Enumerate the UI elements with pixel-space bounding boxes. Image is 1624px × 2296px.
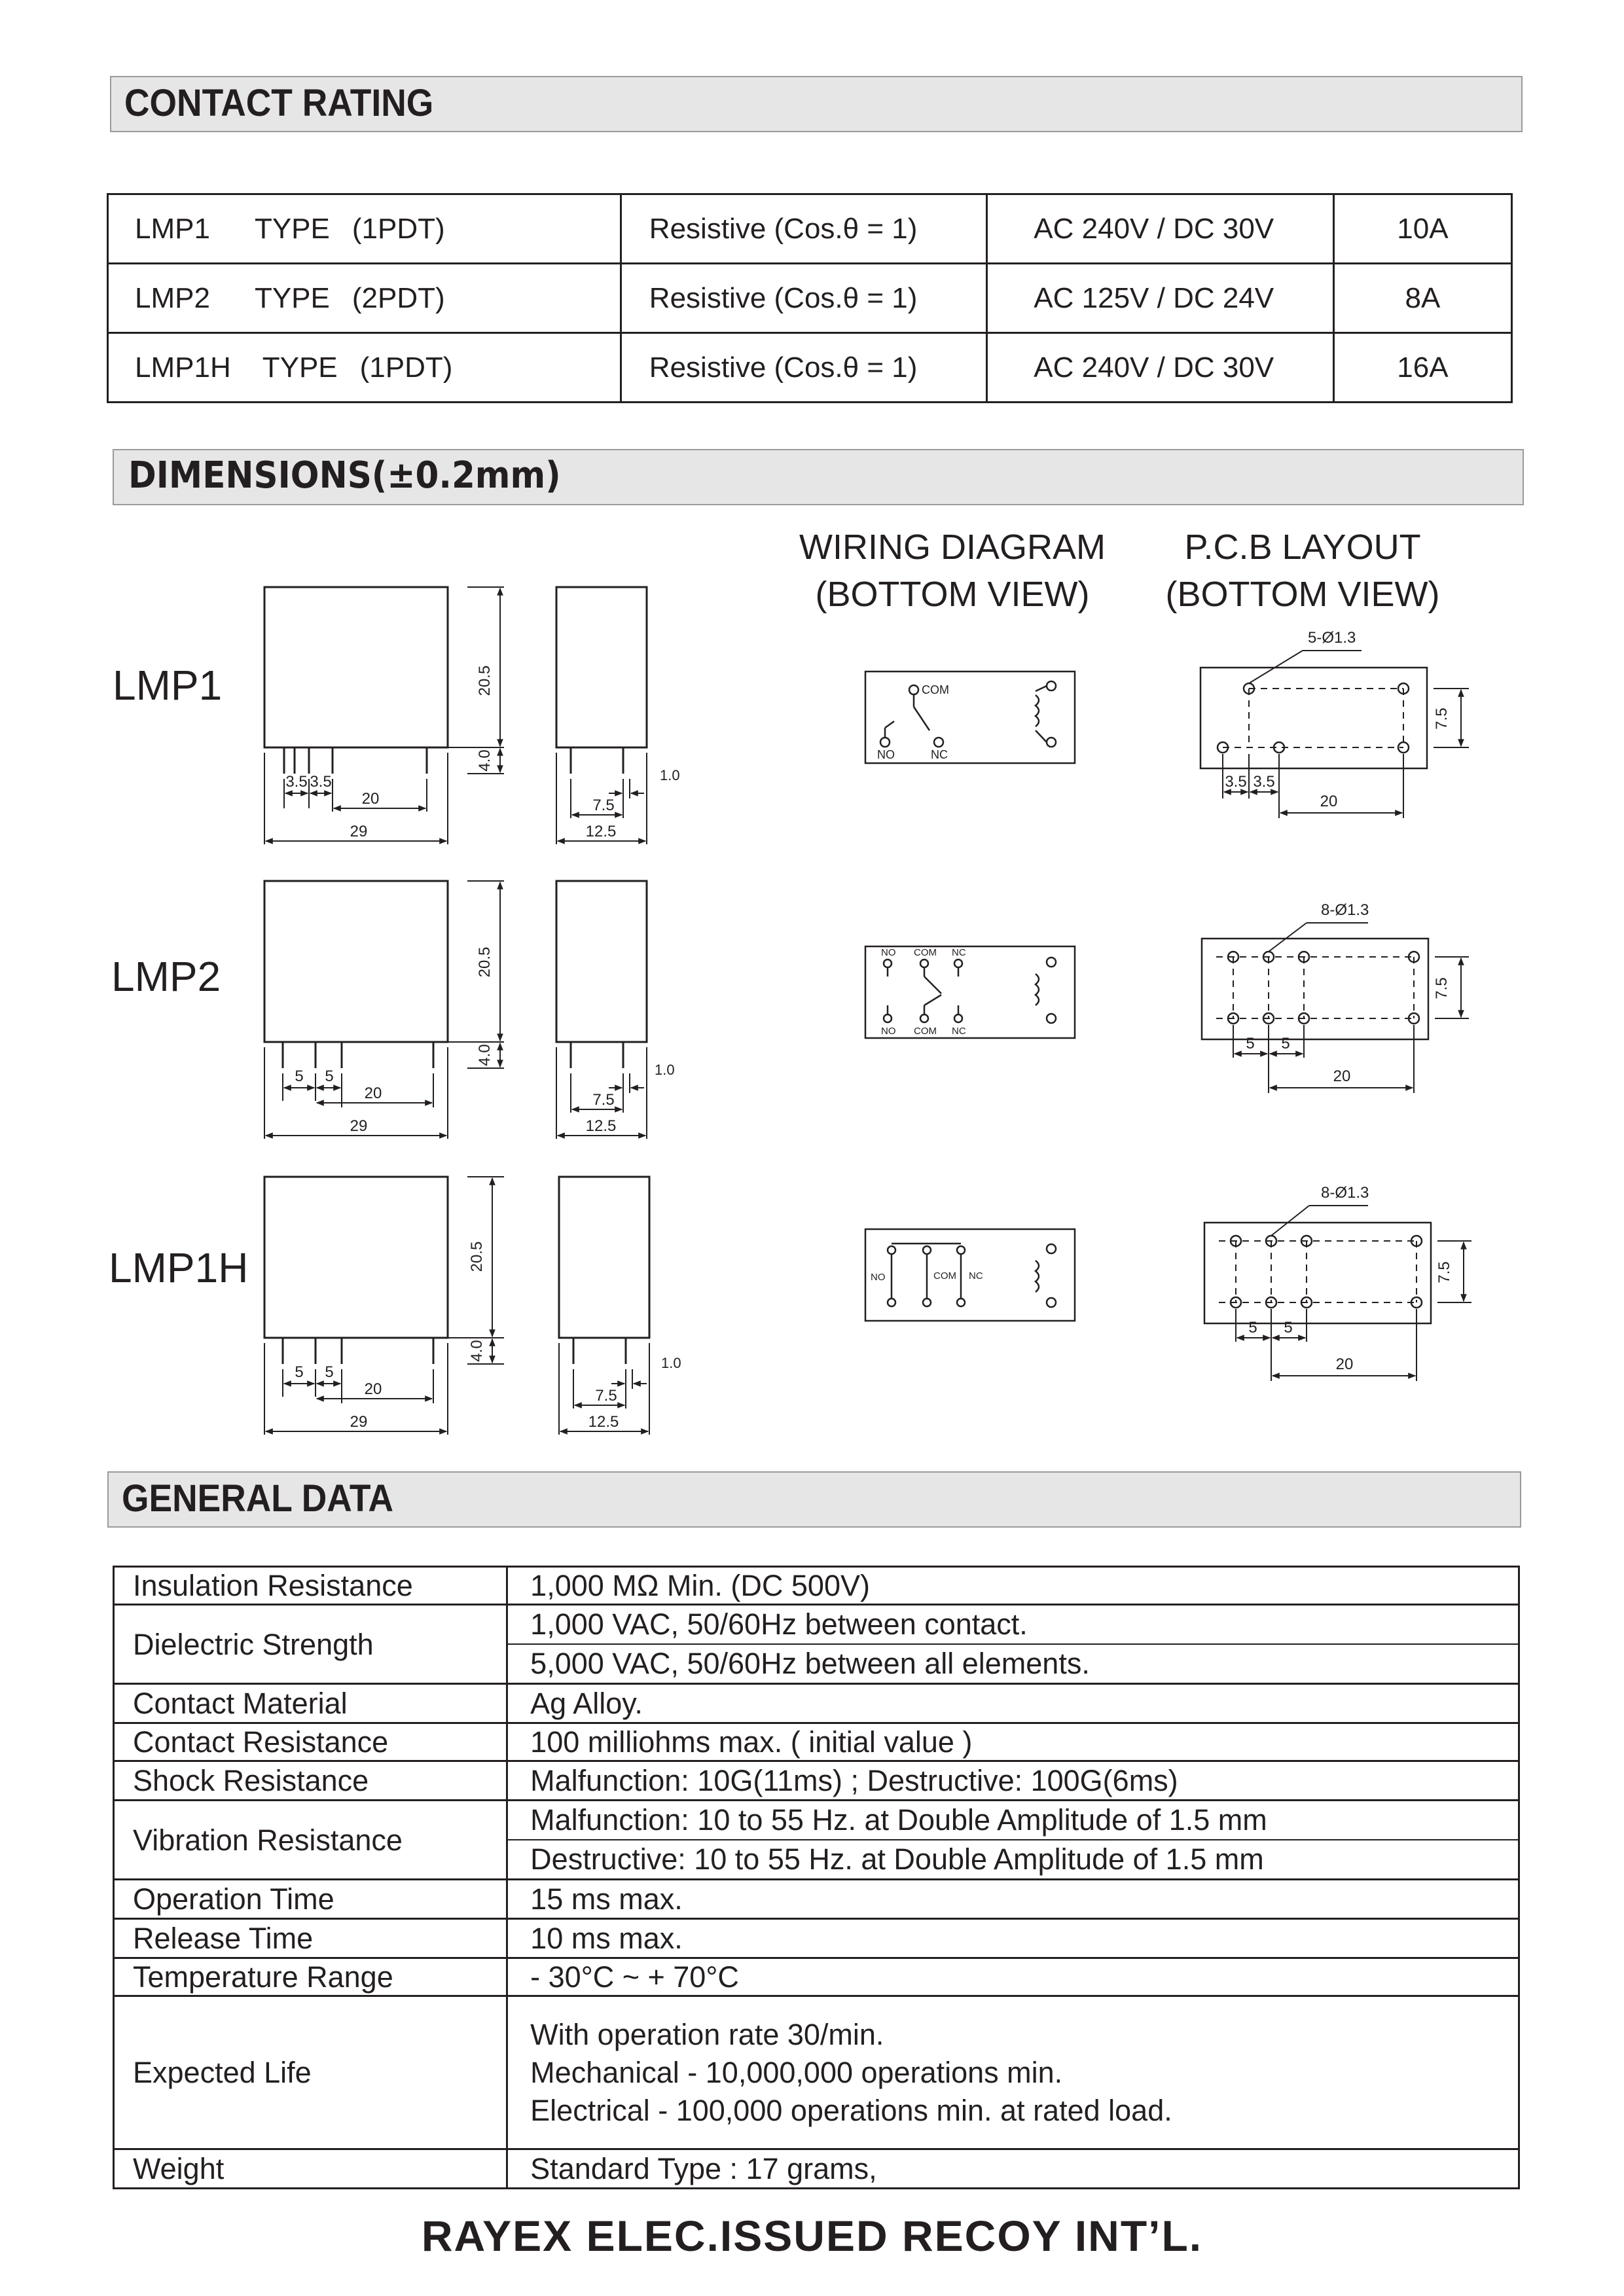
dim-width: 29 [350,823,368,840]
load-type: Resistive (Cos.θ = 1) [621,264,987,333]
dim-width: 29 [350,1413,368,1431]
table-row [114,1684,1519,1723]
dim-pin-length: 4.0 [476,749,494,772]
contact-form: (1PDT) [359,351,453,384]
terminal-label-com: COM [933,1270,956,1282]
dim-span: 20 [361,790,380,808]
spec-label: Shock Resistance [114,1761,507,1801]
table-row [114,1801,1519,1880]
pcb-layout-title: P.C.B LAYOUT (BOTTOM VIEW) [1165,528,1440,614]
dim-height: 20.5 [468,1241,486,1272]
dim-pin-width: 1.0 [661,1355,681,1371]
dim-side-pin: 7.5 [595,1387,617,1405]
dim-pitch: 3.5 [1225,773,1247,791]
type-label: TYPE [254,281,330,314]
table-row [114,1996,1519,2149]
model-name: LMP1H [135,351,231,384]
spec-value: Ag Alloy. [507,1684,1519,1723]
dim-side-pin: 7.5 [592,1091,615,1109]
dim-side: 12.5 [588,1413,619,1431]
rated-current: 8A [1333,264,1511,333]
spec-value: Malfunction: 10 to 55 Hz. at Double Amplitude of 1.5 mm [530,1803,1267,1837]
dim-pin-width: 1.0 [655,1062,675,1078]
hole-spec: 8-Ø1.3 [1321,901,1369,919]
lmp1h-pcb-layout [1204,1206,1471,1381]
table-row [108,194,1512,264]
spec-label: Expected Life [114,1996,507,2149]
spec-value: Mechanical - 10,000,000 operations min. [530,2055,1063,2089]
table-row [114,1880,1519,1919]
contact-form: (2PDT) [352,281,445,314]
hole-spec: 8-Ø1.3 [1321,1184,1369,1202]
dim-span: 20 [1333,1067,1351,1085]
dim-pin-length: 4.0 [468,1340,486,1362]
lmp1-front-view [264,587,504,844]
dim-row: 7.5 [1433,977,1451,999]
terminal-label-no: NO [881,1026,896,1037]
dim-side: 12.5 [585,1117,617,1135]
general-data-table [113,1566,1520,2189]
spec-value: 5,000 VAC, 50/60Hz between all elements. [508,1643,1518,1683]
dim-pitch: 5 [1284,1319,1293,1336]
dim-pitch: 5 [325,1363,334,1381]
spec-value: - 30°C ~ + 70°C [507,1958,1519,1996]
model-name: LMP1 [135,212,210,245]
spec-value: 15 ms max. [507,1880,1519,1919]
rated-current: 10A [1333,194,1511,264]
spec-label: Release Time [114,1919,507,1958]
spec-label: Contact Resistance [114,1723,507,1761]
lmp1-wiring-diagram [865,672,1075,763]
dim-pin-length: 4.0 [476,1044,494,1066]
rated-voltage: AC 240V / DC 30V [987,194,1334,264]
dim-pitch: 3.5 [1253,773,1275,791]
contact-rating-table [107,193,1513,403]
type-label: TYPE [262,351,338,384]
dim-span: 20 [364,1380,382,1398]
spec-value: 1,000 MΩ Min. (DC 500V) [507,1567,1519,1605]
terminal-label-no: NO [871,1272,886,1283]
spec-label: Operation Time [114,1880,507,1919]
contact-form: (1PDT) [352,212,445,245]
table-row [114,2149,1519,2189]
dim-pitch: 5 [325,1067,334,1085]
terminal-label-nc: NC [931,748,948,761]
spec-label: Dielectric Strength [114,1605,507,1684]
table-row [114,1605,1519,1684]
wiring-diagram-title: WIRING DIAGRAM (BOTTOM VIEW) [799,528,1106,614]
terminal-label-com: COM [922,683,949,696]
spec-label: Insulation Resistance [114,1567,507,1605]
spec-label: Contact Material [114,1684,507,1723]
load-type: Resistive (Cos.θ = 1) [621,194,987,264]
spec-value: Standard Type : 17 grams, [507,2149,1519,2189]
spec-value: 10 ms max. [507,1919,1519,1958]
rated-voltage: AC 125V / DC 24V [987,264,1334,333]
spec-value: 100 milliohms max. ( initial value ) [507,1723,1519,1761]
table-row [114,1723,1519,1761]
spec-value: Electrical - 100,000 operations min. at rated load. [530,2093,1172,2127]
dim-row: 7.5 [1435,1261,1453,1283]
dim-width: 29 [350,1117,368,1135]
dim-pitch: 5 [1246,1035,1255,1052]
dim-pitch: 5 [1248,1319,1257,1336]
spec-label: Vibration Resistance [114,1801,507,1880]
model-label-lmp1: LMP1 [113,662,223,709]
dim-side-pin: 7.5 [592,797,615,814]
dim-height: 20.5 [476,665,494,696]
dim-row: 7.5 [1433,708,1451,730]
dim-pitch: 3.5 [310,773,332,791]
dim-side: 12.5 [585,823,617,840]
terminal-label-com: COM [914,1026,937,1037]
dim-pitch: 5 [295,1363,304,1381]
dim-pitch: 5 [1281,1035,1290,1052]
terminal-label-nc: NC [969,1270,983,1282]
spec-label: Temperature Range [114,1958,507,1996]
dim-pitch: 5 [295,1067,304,1085]
hole-spec: 5-Ø1.3 [1308,629,1356,647]
lmp2-front-view [264,881,504,1139]
dimensions-title: DIMENSIONS(±0.2mm) [128,454,561,497]
general-data-title: GENERAL DATA [122,1477,394,1520]
model-name: LMP2 [135,281,210,314]
spec-value: Destructive: 10 to 55 Hz. at Double Amplitude of 1.5 mm [508,1839,1518,1878]
dimension-drawings [0,511,1624,1479]
dim-height: 20.5 [476,946,494,978]
dim-span: 20 [1335,1355,1354,1373]
table-row [108,333,1512,403]
terminal-label-nc: NC [952,1026,966,1037]
table-row [114,1919,1519,1958]
rated-current: 16A [1333,333,1511,403]
terminal-label-nc: NC [952,947,966,958]
table-row [114,1958,1519,1996]
model-label-lmp2: LMP2 [111,953,221,1000]
spec-value: 1,000 VAC, 50/60Hz between contact. [530,1607,1028,1641]
dim-span: 20 [364,1085,382,1102]
rated-voltage: AC 240V / DC 30V [987,333,1334,403]
model-label-lmp1h: LMP1H [109,1244,249,1291]
dim-pin-width: 1.0 [660,767,680,783]
terminal-label-no: NO [877,748,895,761]
spec-value: With operation rate 30/min. [530,2017,884,2051]
contact-rating-title: CONTACT RATING [124,82,434,124]
terminal-label-com: COM [914,947,937,958]
spec-label: Weight [114,2149,507,2189]
table-row [114,1567,1519,1605]
type-label: TYPE [254,212,330,245]
dim-pitch: 3.5 [285,773,308,791]
dim-span: 20 [1320,793,1338,810]
spec-value: Malfunction: 10G(11ms) ; Destructive: 100G(6ms) [507,1761,1519,1801]
lmp2-wiring-diagram [865,946,1075,1038]
load-type: Resistive (Cos.θ = 1) [621,333,987,403]
table-row [114,1761,1519,1801]
lmp1h-front-view [264,1177,504,1435]
terminal-label-no: NO [881,947,896,958]
company-footer: RAYEX ELEC.ISSUED RECOY INT’L. [421,2212,1203,2260]
table-row [108,264,1512,333]
